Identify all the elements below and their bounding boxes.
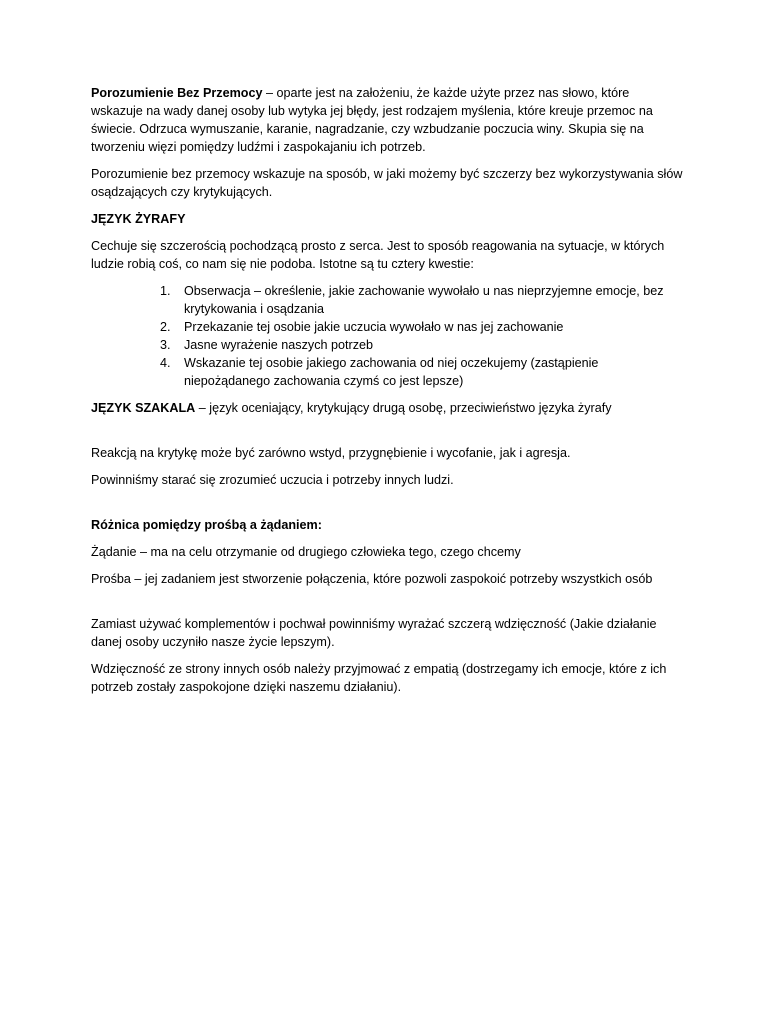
list-item	[160, 318, 683, 336]
nvc-description-paragraph: Porozumienie bez przemocy wskazuje na sposób, w jaki możemy być szczerzy bez wykorzystywania słów osądzających czy krytykujących.	[91, 167, 683, 199]
jackal-language-paragraph	[91, 399, 683, 417]
blank-line	[91, 426, 683, 444]
jackal-language-term: JĘZYK SZAKALA	[91, 401, 196, 415]
criticism-reaction-paragraph: Reakcją na krytykę może być zarówno wstyd, przygnębienie i wycofanie, jak i agresja.	[91, 446, 571, 460]
intro-paragraph	[91, 84, 683, 156]
giraffe-steps-list	[91, 282, 683, 390]
blank-line	[91, 597, 683, 615]
giraffe-language-paragraph: Cechuje się szczerością pochodzącą prosto z serca. Jest to sposób reagowania na sytuacje, w których ludzie robią coś, co nam się nie podoba. Istotne są tu cztery kwestie:	[91, 239, 665, 271]
list-item-text: Przekazanie tej osobie jakie uczucia wywołało w nas jej zachowanie	[184, 320, 564, 334]
intro-term: Porozumienie Bez Przemocy	[91, 86, 263, 100]
giraffe-language-heading: JĘZYK ŻYRAFY	[91, 212, 186, 226]
blank-line	[91, 498, 683, 516]
list-item-text: Wskazanie tej osobie jakiego zachowania od niej oczekujemy (zastąpienie niepożądanego zachowania czymś co jest lepsze)	[184, 356, 599, 388]
list-item-text: Jasne wyrażenie naszych potrzeb	[184, 338, 374, 352]
list-item-text: Obserwacja – określenie, jakie zachowanie wywołało u nas nieprzyjemne emocje, bez krytykowania i osądzania	[184, 284, 664, 316]
intro-definition: – oparte jest na założeniu, że każde użyte przez nas słowo, które wskazuje na wady danej osoby lub wytyka jej błędy, jest rodzajem myślenia, które kreuje przemoc na świecie. Odrzuca wymuszanie, karanie, nagradzanie, czy wzbudzanie poczucia winy. Skupia się na tworzeniu więzi pomiędzy ludźmi i zaspokajaniu ich potrzeb.	[91, 86, 653, 154]
list-item	[160, 354, 683, 390]
empathy-paragraph: Wdzięczność ze strony innych osób należy przyjmować z empatią (dostrzegamy ich emocje, które z ich potrzeb zostały zaspokojone dzięki naszemu działaniu).	[91, 662, 667, 694]
list-item	[160, 336, 683, 354]
request-paragraph: Prośba – jej zadaniem jest stworzenie połączenia, które pozwoli zaspokoić potrzeby wszystkich osób	[91, 572, 653, 586]
list-item-number: 2.	[160, 320, 171, 334]
list-item-number: 4.	[160, 356, 171, 370]
understanding-paragraph: Powinniśmy starać się zrozumieć uczucia i potrzeby innych ludzi.	[91, 473, 454, 487]
document-page	[91, 84, 683, 705]
list-item-number: 3.	[160, 338, 171, 352]
request-demand-heading: Różnica pomiędzy prośbą a żądaniem:	[91, 518, 322, 532]
list-item-number: 1.	[160, 284, 171, 298]
jackal-language-definition: – język oceniający, krytykujący drugą osobę, przeciwieństwo języka żyrafy	[195, 401, 612, 415]
gratitude-paragraph: Zamiast używać komplementów i pochwał powinniśmy wyrażać szczerą wdzięczność (Jakie działanie danej osoby uczyniło nasze życie lepszym).	[91, 617, 657, 649]
demand-paragraph: Żądanie – ma na celu otrzymanie od drugiego człowieka tego, czego chcemy	[91, 545, 521, 559]
list-item	[160, 282, 683, 318]
